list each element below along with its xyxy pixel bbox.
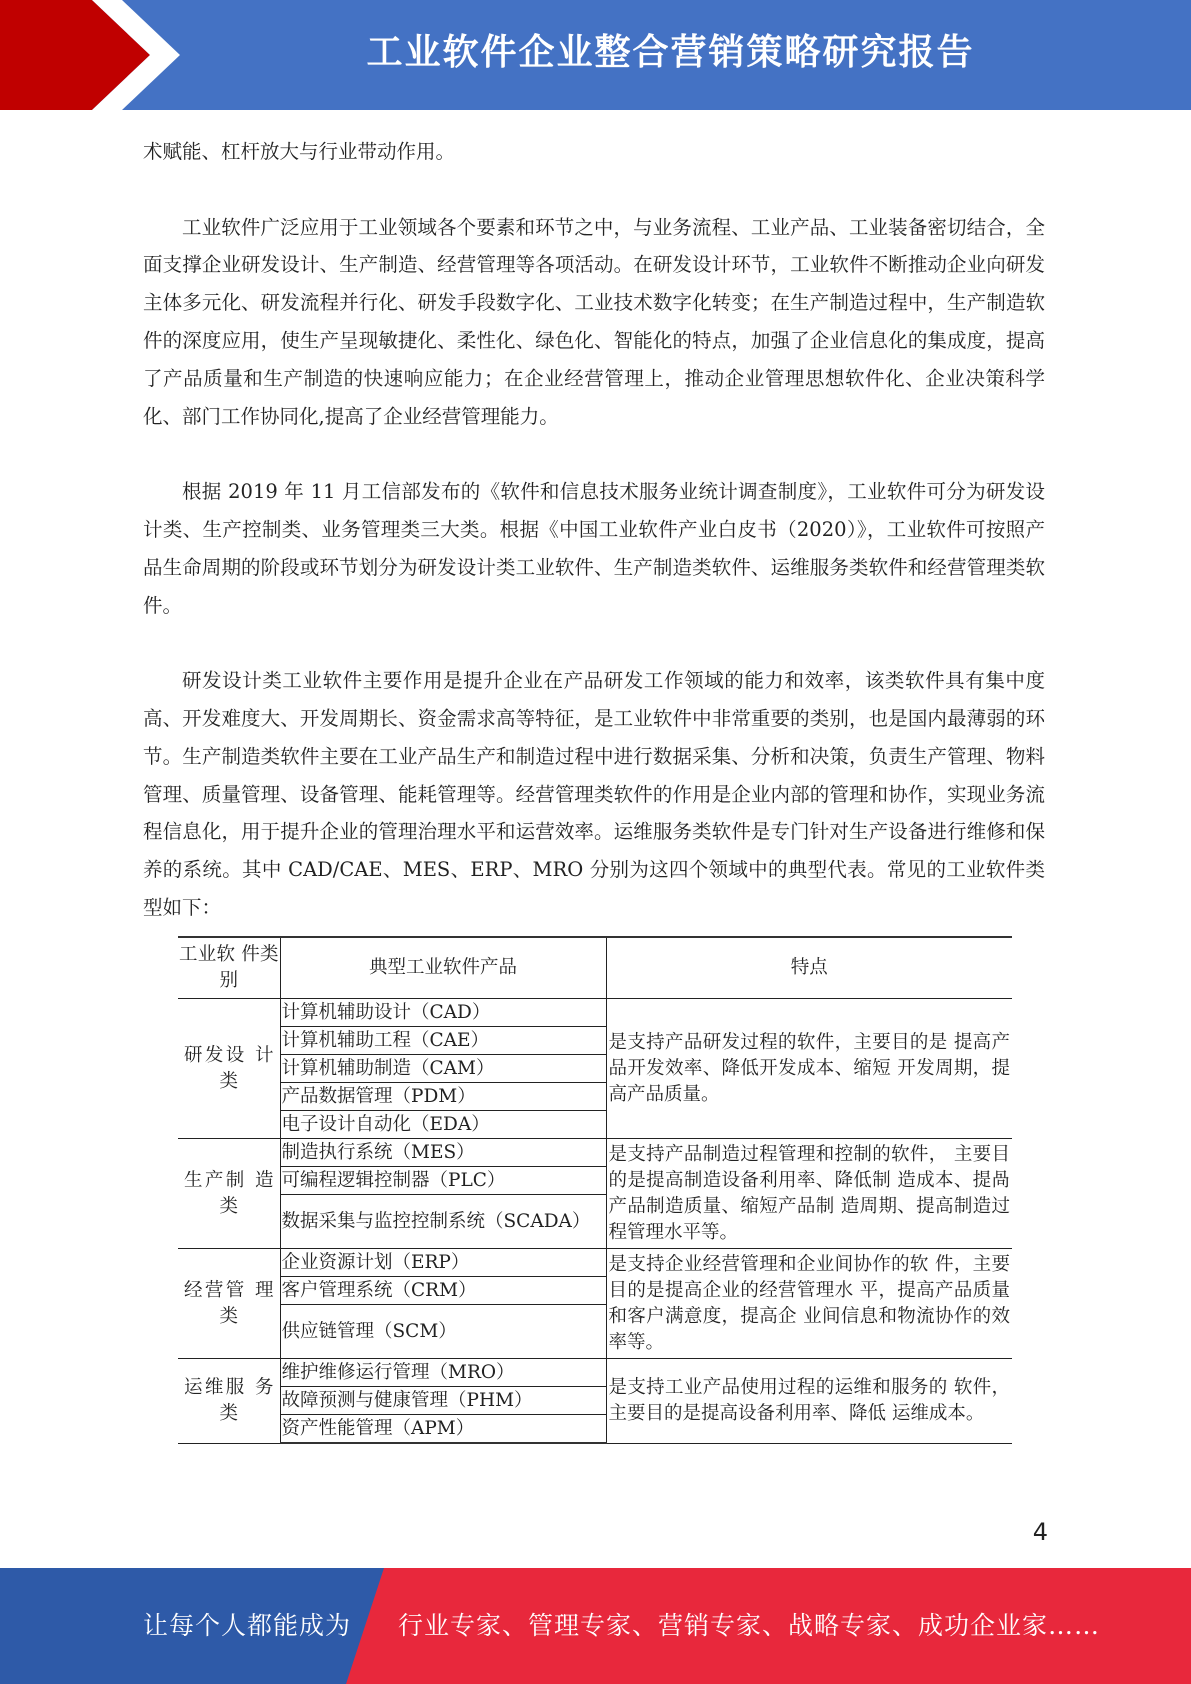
report-title: 工业软件企业整合营销策略研究报告 [366, 32, 975, 73]
product-cell: 电子设计自动化（EDA） [280, 1111, 606, 1139]
page-number: 4 [1032, 1518, 1048, 1546]
header-category: 工业软 件类别 [178, 937, 280, 999]
footer-slogan-left: 让每个人都能成为 [143, 1611, 352, 1640]
table-row [178, 999, 1012, 1027]
table-header-row [178, 937, 1012, 999]
paragraph: 根据 2019 年 11 月工信部发布的《软件和信息技术服务业统计调查制度》，工业软件可分为研发设计类、生产控制类、业务管理类三大类。根据《中国工业软件产业白皮书（2020）》，工业软件可按照产品生命周期的阶段或环节划分为研发设计类工业软件、生产制造类软件、运维服务类软件和经营管理类软件。 [143, 480, 1045, 617]
feature-cell: 是支持产品制造过程管理和控制的软件， 主要目的是提高制造设备利用率、降低制 造成本、提咼产品制造质量、缩短产品制 造周期、提高制造过程管理水平等。 [606, 1139, 1012, 1249]
category-cell: 运维服 务类 [178, 1359, 280, 1444]
feature-cell: 是支持工业产品使用过程的运维和服务的 软件，主要目的是提高设备利用率、降低 运维成本。 [606, 1359, 1012, 1444]
feature-cell: 是支持企业经营管理和企业间协作的软 件，主要目的是提高企业的经营管理水 平，提高产品质量和客户满意度，提高企 业间信息和物流协作的效率等。 [606, 1249, 1012, 1359]
product-cell: 故障预测与健康管理（PHM） [280, 1387, 606, 1415]
feature-cell: 是支持产品研发过程的软件，主要目的是 提高产品开发效率、降低开发成本、缩短 开发周期，提高产品质量。 [606, 999, 1012, 1139]
table-row [178, 1359, 1012, 1387]
product-cell: 企业资源计划（ERP） [280, 1249, 606, 1277]
product-cell: 产品数据管理（PDM） [280, 1083, 606, 1111]
paragraph: 研发设计类工业软件主要作用是提升企业在产品研发工作领域的能力和效率，该类软件具有集中度高、开发难度大、开发周期长、资金需求高等特征，是工业软件中非常重要的类别，也是国内最薄弱的环节。生产制造类软件主要在工业产品生产和制造过程中进行数据采集、分析和决策，负责生产管理、物料管理、质量管理、设备管理、能耗管理等。经营管理类软件的作用是企业内部的管理和协作，实现业务流程信息化，用于提升企业的管理治理水平和运营效率。运维服务类软件是专门针对生产设备进行维修和保养的系统。其中 CAD/CAE、MES、ERP、MRO 分别为这四个领域中的典型代表。常见的工业软件类型如下： [143, 669, 1045, 919]
category-cell: 经营管 理类 [178, 1249, 280, 1359]
product-cell: 数据采集与监控控制系统（SCADA） [280, 1195, 606, 1249]
product-cell: 计算机辅助制造（CAM） [280, 1055, 606, 1083]
product-cell: 客户管理系统（CRM） [280, 1277, 606, 1305]
product-cell: 可编程逻辑控制器（PLC） [280, 1167, 606, 1195]
product-cell: 维护维修运行管理（MRO） [280, 1359, 606, 1387]
category-cell: 研发设 计类 [178, 999, 280, 1139]
product-cell: 制造执行系统（MES） [280, 1139, 606, 1167]
table-row [178, 1139, 1012, 1167]
body-text [143, 133, 1045, 927]
product-cell: 计算机辅助工程（CAE） [280, 1027, 606, 1055]
product-cell: 供应链管理（SCM） [280, 1305, 606, 1359]
software-types-table [178, 936, 1012, 1444]
paragraph: 工业软件广泛应用于工业领域各个要素和环节之中，与业务流程、工业产品、工业装备密切结合，全面支撑企业研发设计、生产制造、经营管理等各项活动。在研发设计环节，工业软件不断推动企业向研发主体多元化、研发流程并行化、研发手段数字化、工业技术数字化转变；在生产制造过程中，生产制造软件的深度应用，使生产呈现敏捷化、柔性化、绿色化、智能化的特点，加强了企业信息化的集成度，提高了产品质量和生产制造的快速响应能力；在企业经营管理上，推动企业管理思想软件化、企业决策科学化、部门工作协同化,提高了企业经营管理能力。 [143, 215, 1045, 428]
category-cell: 生产制 造类 [178, 1139, 280, 1249]
footer-banner [0, 1568, 1191, 1684]
header-features: 特点 [606, 937, 1012, 999]
product-cell: 计算机辅助设计（CAD） [280, 999, 606, 1027]
header-banner [0, 0, 1191, 110]
product-cell: 资产性能管理（APM） [280, 1415, 606, 1444]
paragraph: 术赋能、杠杆放大与行业带动作用。 [143, 140, 456, 163]
header-products: 典型工业软件产品 [280, 937, 606, 999]
table-row [178, 1249, 1012, 1277]
footer-slogan-right: 行业专家、管理专家、营销专家、战略专家、成功企业家…… [398, 1611, 1101, 1640]
